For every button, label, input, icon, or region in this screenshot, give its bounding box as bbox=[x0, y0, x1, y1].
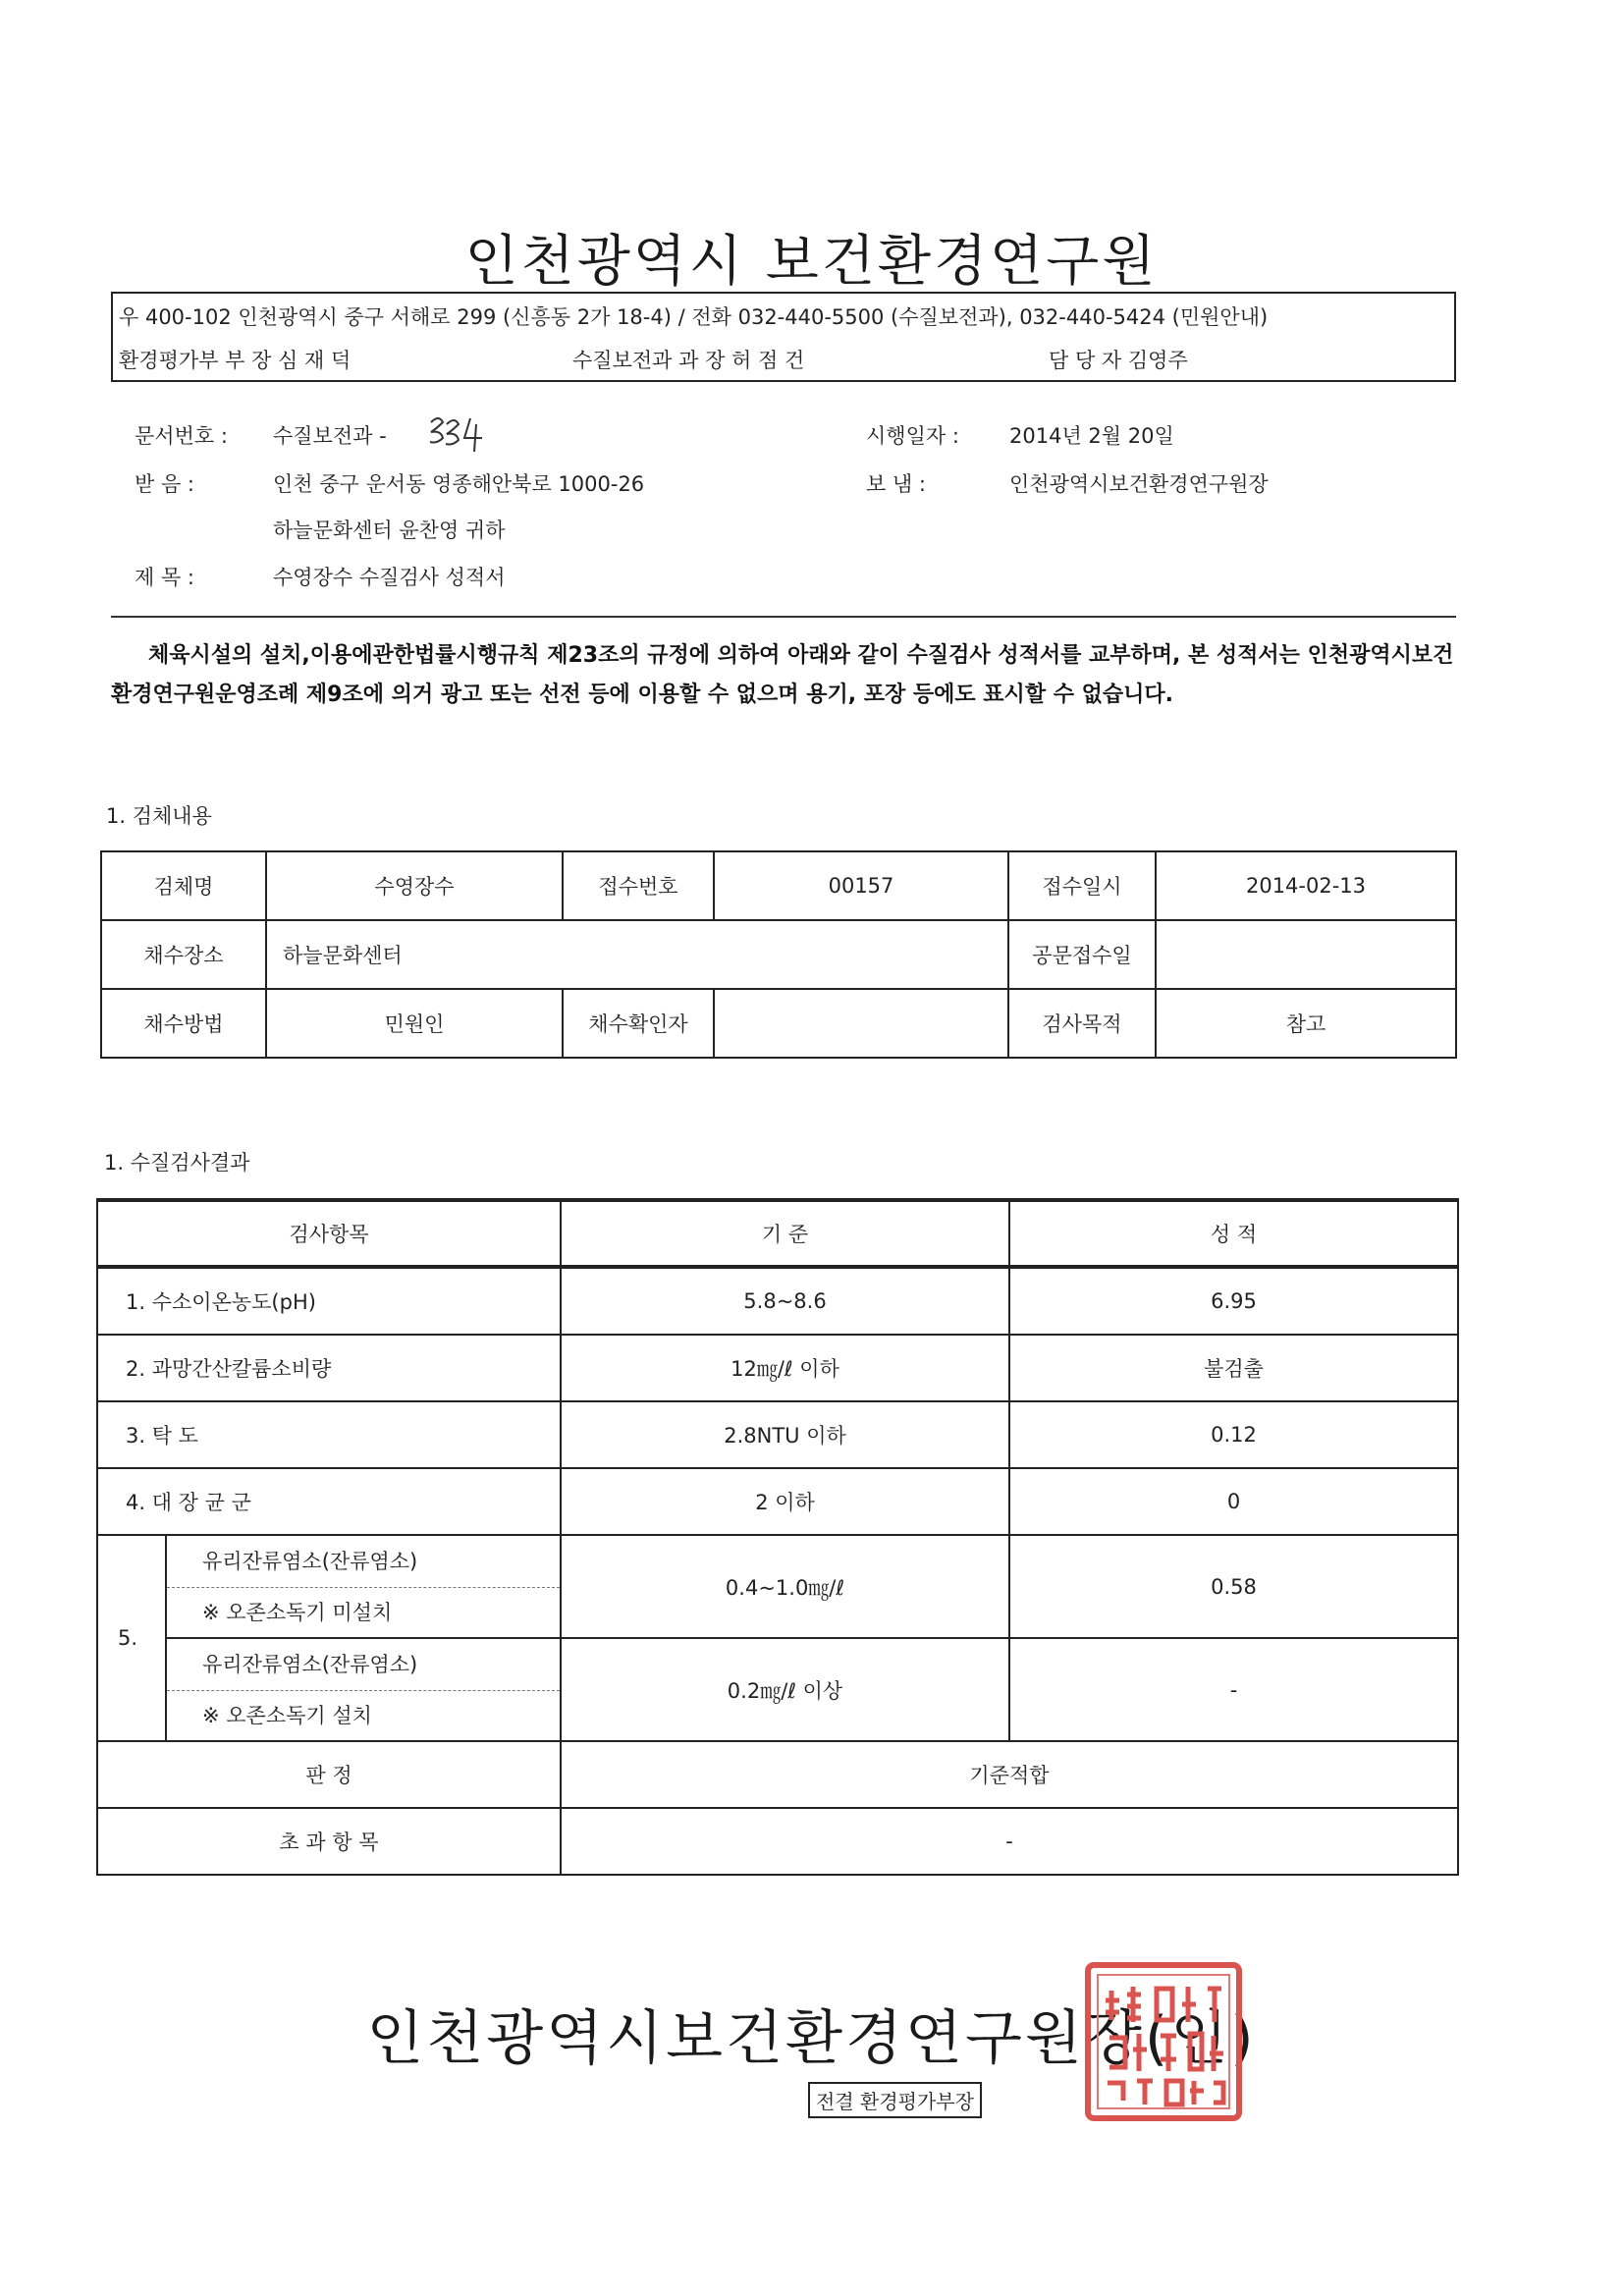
chlorine-b-standard: 0.2㎎/ℓ 이상 bbox=[561, 1638, 1009, 1741]
dept-head: 환경평가부 부 장 심 재 덕 bbox=[119, 349, 352, 372]
table-row bbox=[97, 1535, 1458, 1638]
subject-value: 수영장수 수질검사 성적서 bbox=[273, 566, 506, 589]
results-section-title: 1. 수질검사결과 bbox=[104, 1151, 250, 1175]
chlorine-a-result: 0.58 bbox=[1009, 1535, 1458, 1638]
purpose-value: 참고 bbox=[1156, 989, 1456, 1058]
receipt-date-label: 접수일시 bbox=[1008, 851, 1156, 920]
table-row bbox=[101, 989, 1456, 1058]
chlorine-b-note: ※ 오존소독기 설치 bbox=[202, 1704, 372, 1727]
doc-receipt-value bbox=[1156, 920, 1456, 989]
issue-date-value: 2014년 2월 20일 bbox=[1009, 424, 1174, 448]
judgement-value: 기준적합 bbox=[561, 1741, 1458, 1808]
sampling-method-value: 민원인 bbox=[266, 989, 563, 1058]
table-row bbox=[101, 851, 1456, 920]
officer: 담 당 자 김영주 bbox=[1049, 349, 1188, 372]
sender-value: 인천광역시보건환경연구원장 bbox=[1009, 472, 1269, 496]
sampler-checker-value bbox=[714, 989, 1008, 1058]
issuer-name: 인천광역시보건환경연구원장(인) bbox=[366, 2004, 1257, 2073]
table-row bbox=[97, 1401, 1458, 1468]
chlorine-a-note: ※ 오존소독기 미설치 bbox=[202, 1601, 393, 1624]
test-item: 4. 대 장 균 군 bbox=[97, 1468, 561, 1535]
table-row bbox=[97, 1808, 1458, 1875]
chlorine-b-result: - bbox=[1009, 1638, 1458, 1741]
receipt-no-value: 00157 bbox=[714, 851, 1008, 920]
table-row bbox=[101, 920, 1456, 989]
document-title: 인천광역시 보건환경연구원 bbox=[464, 230, 1159, 294]
sampler-checker-label: 채수확인자 bbox=[563, 989, 714, 1058]
sender-label: 보 냄 : bbox=[866, 472, 926, 496]
test-standard: 2 이하 bbox=[561, 1468, 1009, 1535]
header-info-box bbox=[111, 292, 1456, 382]
table-row bbox=[97, 1638, 1458, 1741]
doc-number-value: 수질보전과 - bbox=[273, 424, 387, 448]
test-result: 0.12 bbox=[1009, 1401, 1458, 1468]
test-result: 0 bbox=[1009, 1468, 1458, 1535]
sampling-method-label: 채수방법 bbox=[101, 989, 266, 1058]
exceed-value: - bbox=[561, 1808, 1458, 1875]
table-row bbox=[97, 1335, 1458, 1401]
handwritten-doc-number bbox=[427, 412, 484, 454]
receipt-date-value: 2014-02-13 bbox=[1156, 851, 1456, 920]
sample-name-label: 검체명 bbox=[101, 851, 266, 920]
sampling-place-label: 채수장소 bbox=[101, 920, 266, 989]
judgement-label: 판 정 bbox=[97, 1741, 561, 1808]
col-item-header: 검사항목 bbox=[97, 1200, 561, 1267]
test-standard: 2.8NTU 이하 bbox=[561, 1401, 1009, 1468]
col-standard-header: 기 준 bbox=[561, 1200, 1009, 1267]
results-header-row bbox=[97, 1200, 1458, 1267]
doc-receipt-label: 공문접수일 bbox=[1008, 920, 1156, 989]
receipt-no-label: 접수번호 bbox=[563, 851, 714, 920]
delegation-note: 전결 환경평가부장 bbox=[808, 2082, 982, 2118]
doc-number-label: 문서번호 : bbox=[135, 424, 228, 448]
exceed-label: 초 과 항 목 bbox=[97, 1808, 561, 1875]
table-row bbox=[97, 1468, 1458, 1535]
table-row bbox=[97, 1267, 1458, 1335]
group5-label: 5. bbox=[97, 1535, 166, 1741]
test-standard: 12㎎/ℓ 이하 bbox=[561, 1335, 1009, 1401]
chlorine-b-name: 유리잔류염소(잔류염소) bbox=[167, 1639, 560, 1691]
issue-date-label: 시행일자 : bbox=[866, 424, 959, 448]
test-result: 불검출 bbox=[1009, 1335, 1458, 1401]
divider bbox=[111, 616, 1456, 618]
purpose-label: 검사목적 bbox=[1008, 989, 1156, 1058]
sample-section-title: 1. 검체내용 bbox=[106, 804, 212, 828]
chlorine-a-cell bbox=[166, 1535, 561, 1638]
test-standard: 5.8~8.6 bbox=[561, 1267, 1009, 1335]
sample-name-value: 수영장수 bbox=[266, 851, 563, 920]
col-result-header: 성 적 bbox=[1009, 1200, 1458, 1267]
results-table bbox=[96, 1198, 1459, 1876]
test-result: 6.95 bbox=[1009, 1267, 1458, 1335]
legal-notice: 체육시설의 설치,이용에관한법률시행규칙 제23조의 규정에 의하여 아래와 같이 수질검사 성적서를 교부하며, 본 성적서는 인천광역시보건환경연구원운영조례 제9조에 의거 광고 또는 선전 등에 이용할 수 없으며 용기, 포장 등에도 표시할 수 없습니다. bbox=[111, 643, 1454, 707]
test-item: 3. 탁 도 bbox=[97, 1401, 561, 1468]
recipient-value: 인천 중구 운서동 영종해안북로 1000-26 bbox=[273, 472, 645, 496]
chlorine-b-cell bbox=[166, 1638, 561, 1741]
section-head: 수질보전과 과 장 허 점 건 bbox=[572, 349, 805, 372]
test-item: 1. 수소이온농도(pH) bbox=[97, 1267, 561, 1335]
chlorine-a-standard: 0.4~1.0㎎/ℓ bbox=[561, 1535, 1009, 1638]
recipient-value-2: 하늘문화센터 윤찬영 귀하 bbox=[273, 519, 506, 542]
sampling-place-value: 하늘문화센터 bbox=[266, 920, 1008, 989]
recipient-label: 받 음 : bbox=[135, 472, 194, 496]
test-item: 2. 과망간산칼륨소비량 bbox=[97, 1335, 561, 1401]
official-seal-stamp bbox=[1084, 1961, 1243, 2122]
chlorine-a-name: 유리잔류염소(잔류염소) bbox=[167, 1536, 560, 1588]
table-row bbox=[97, 1741, 1458, 1808]
address-line: 우 400-102 인천광역시 중구 서해로 299 (신흥동 2가 18-4) / 전화 032-440-5500 (수질보전과), 032-440-5424 (민원안내) bbox=[119, 305, 1269, 329]
sample-info-table bbox=[100, 850, 1457, 1059]
subject-label: 제 목 : bbox=[135, 566, 194, 589]
